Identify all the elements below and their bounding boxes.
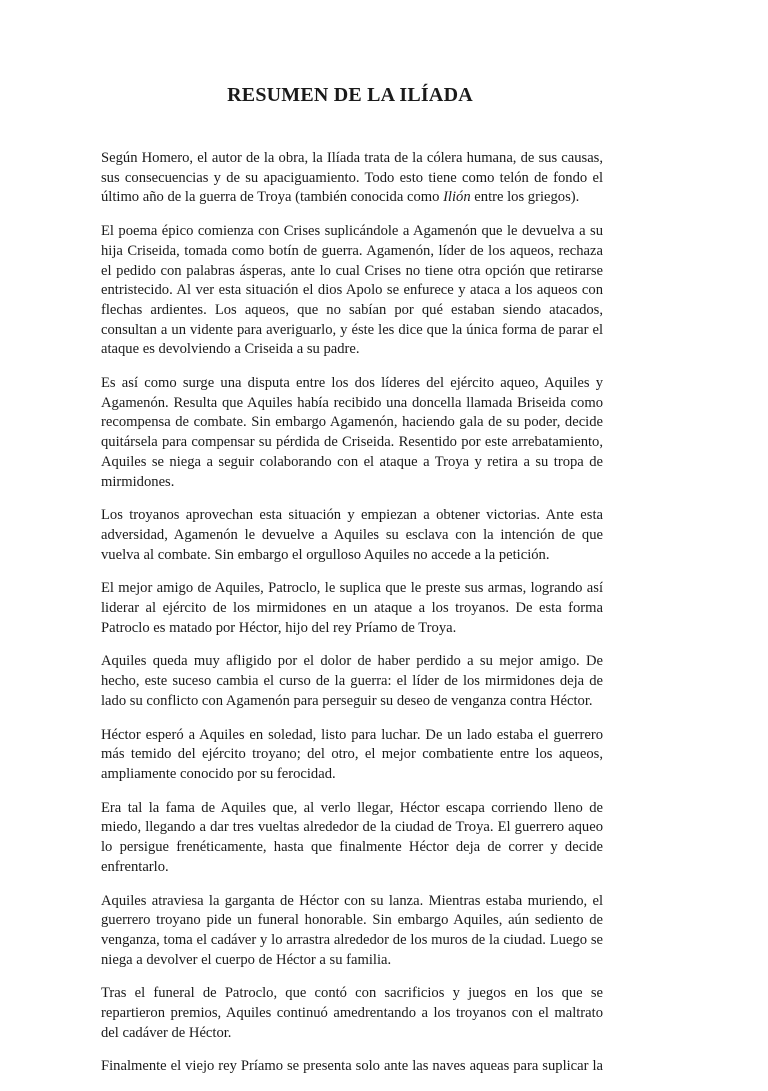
paragraph-1-italic: Ilión	[443, 189, 471, 206]
paragraph-11: Finalmente el viejo rey Príamo se presenta solo ante las naves aqueas para suplicar la	[101, 1058, 603, 1075]
document-title: RESUMEN DE LA ILÍADA	[227, 84, 473, 106]
paragraph-9: Aquiles atraviesa la garganta de Héctor con su lanza. Mientras estaba muriendo, el guerrero troyano pide un funeral honorable. Sin embargo Aquiles, aún sediento de venganza, toma el cadáver y lo arrastra alrededor de los muros de la ciudad. Luego se niega a devolver el cuerpo de Héctor a su familia.	[101, 892, 603, 968]
paragraph-10: Tras el funeral de Patroclo, que contó con sacrificios y juegos en los que se repartieron premios, Aquiles continuó amedrentando a los troyanos con el maltrato del cadáver de Héctor.	[101, 985, 603, 1041]
paragraph-1-text-a: Según Homero, el autor de la obra, la Ilíada trata de la cólera humana, de sus causas, sus consecuencias y de su apaciguamiento. Todo esto tiene como telón de fondo el último año de la guerra de Troya (también conocida como	[101, 150, 603, 206]
paragraph-1-text-b: entre los griegos).	[470, 189, 580, 206]
paragraph-6: Aquiles queda muy afligido por el dolor de haber perdido a su mejor amigo. De hecho, este suceso cambia el curso de la guerra: el líder de los mirmidones deja de lado su conflicto con Agamenón para perseguir su deseo de venganza contra Héctor.	[101, 653, 603, 709]
paragraph-4: Los troyanos aprovechan esta situación y empiezan a obtener victorias. Ante esta adversidad, Agamenón le devuelve a Aquiles su esclava con la intención de que vuelva al combate. Sin embargo el orgulloso Aquiles no accede a la petición.	[101, 507, 603, 563]
paragraph-3: Es así como surge una disputa entre los dos líderes del ejército aqueo, Aquiles y Agamenón. Resulta que Aquiles había recibido una doncella llamada Briseida como recompensa de combate. Sin embargo Agamenón, haciendo gala de su poder, decide quitársela para compensar su pérdida de Criseida. Resentido por este arrebatamiento, Aquiles se niega a seguir colaborando con el ataque a Troya y retira a su tropa de mirmidones.	[101, 375, 603, 490]
paragraph-5: El mejor amigo de Aquiles, Patroclo, le suplica que le preste sus armas, logrando así liderar al ejército de los mirmidones en un ataque a los troyanos. De esta forma Patroclo es matado por Héctor, hijo del rey Príamo de Troya.	[101, 580, 603, 636]
paragraph-8: Era tal la fama de Aquiles que, al verlo llegar, Héctor escapa corriendo lleno de miedo, llegando a dar tres vueltas alrededor de la ciudad de Troya. El guerrero aqueo lo persigue frenéticamente, hasta que finalmente Héctor deja de correr y decide enfrentarlo.	[101, 799, 603, 875]
document-body	[101, 149, 603, 1091]
paragraph-7: Héctor esperó a Aquiles en soledad, listo para luchar. De un lado estaba el guerrero más temido del ejército troyano; del otro, el mejor combatiente entre los aqueos, ampliamente conocido por su ferocidad.	[101, 726, 603, 782]
paragraph-2: El poema épico comienza con Crises suplicándole a Agamenón que le devuelva a su hija Criseida, tomada como botín de guerra. Agamenón, líder de los aqueos, rechaza el pedido con palabras ásperas, ante lo cual Crises no tiene otra opción que retirarse entristecido. Al ver esta situación el dios Apolo se enfurece y ataca a los aqueos con flechas ardientes. Los aqueos, que no sabían por qué estaban siendo atacados, consultan a un vidente para averiguarlo, y éste les dice que la única forma de parar el ataque es devolviendo a Criseida a su padre.	[101, 223, 603, 358]
paragraph-1	[101, 149, 603, 208]
